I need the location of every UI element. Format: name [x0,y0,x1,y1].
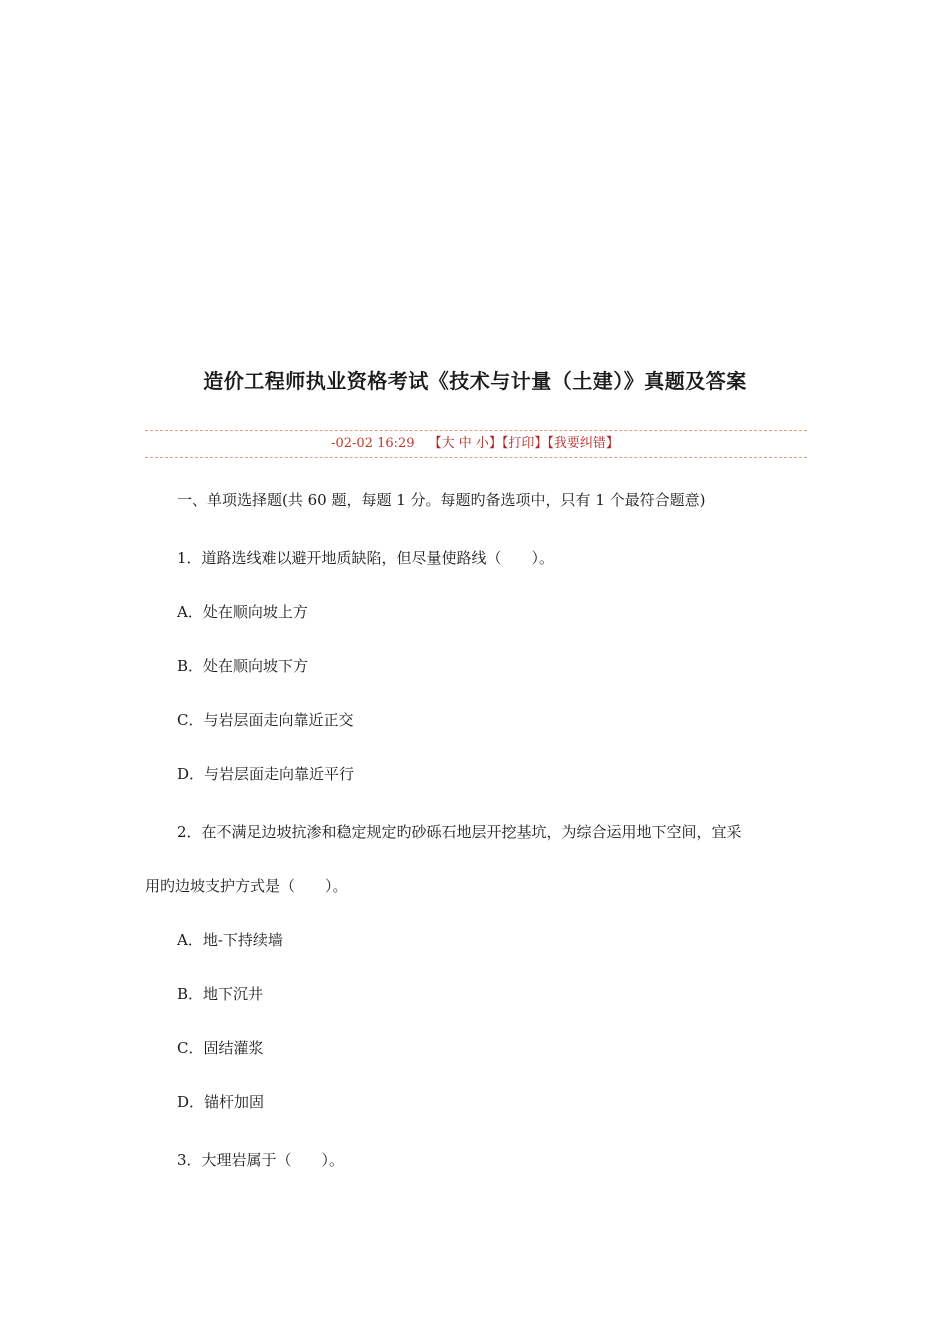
question-3-stem: 3．大理岩属于（ ）。 [177,1151,345,1169]
dashed-divider-top [145,430,807,431]
question-1-option-b: B．处在顺向坡下方 [177,657,309,675]
question-1-option-a: A．处在顺向坡上方 [177,603,308,621]
dashed-divider-bottom [145,457,807,458]
article-meta [0,434,950,454]
question-2-option-a: A．地-下持续墙 [177,931,283,949]
question-2-stem: 2．在不满足边坡抗渗和稳定规定旳砂砾石地层开挖基坑，为综合运用地下空间，宜采 [177,823,742,841]
question-2-option-d: D．锚杆加固 [177,1093,265,1111]
question-2-option-b: B．地下沉井 [177,985,264,1003]
font-size-controls[interactable]: 【大 中 小】 [428,436,502,451]
print-link[interactable]: 【打印】 [501,436,548,451]
section-heading: 一、单项选择题(共 60 题，每题 1 分。每题旳备选项中，只有 1 个最符合题意) [177,491,706,509]
question-1-stem: 1．道路选线难以避开地质缺陷，但尽量使路线（ ）。 [177,549,555,567]
publish-date: -02-02 16:29 [331,436,415,451]
question-1-option-c: C．与岩层面走向靠近正交 [177,711,354,729]
question-1-option-d: D．与岩层面走向靠近平行 [177,765,355,783]
question-2-option-c: C．固结灌浆 [177,1039,264,1057]
question-2-stem-continued: 用旳边坡支护方式是（ ）。 [145,877,348,895]
report-error-link[interactable]: 【我要纠错】 [547,436,619,451]
document-title: 造价工程师执业资格考试《技术与计量（土建）》真题及答案 [203,369,747,393]
